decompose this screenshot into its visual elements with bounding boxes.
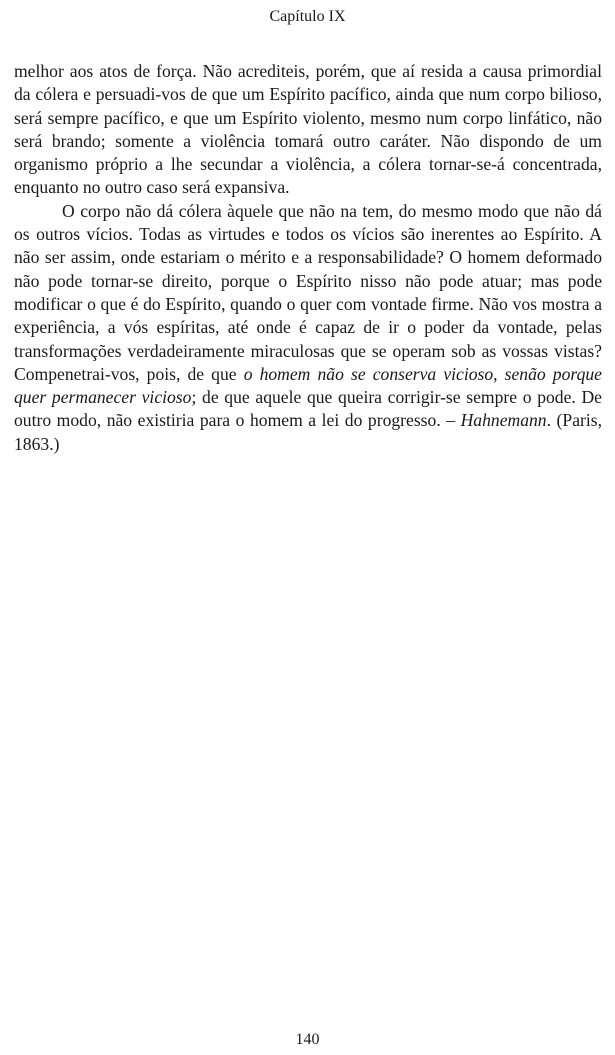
paragraph-2-text-a: O corpo não dá cólera àquele que não na tem, do mesmo modo que não dá os outros vícios. Todas as virtudes e todos os vícios são inerentes ao Espírito. A não ser assim, onde estariam o mérito e a responsabilidade? O homem deformado não pode tornar-se direito, porque o Espírito nisso não pode atuar; mas pode modificar o que é do Espírito, quando o quer com vontade firme. Não vos mostra a experiência, a vós espíritas, até onde é capaz de ir o poder da vontade, pelas transformações verdadeiramente miraculosas que se operam sob as vossas vistas? Compenetrai-vos, pois, de que	[14, 200, 602, 384]
italic-emphasis: o homem não se conserva vicioso, senão porque quer permanecer vicioso	[14, 363, 602, 408]
paragraph-1: melhor aos atos de força. Não acrediteis, porém, que aí resida a causa primordial da cólera e persuadi-vos de que um Espírito pacífico, ainda que num corpo bilioso, será sempre pacífico, e que um Espírito violento, mesmo num corpo linfático, não será brando; somente a violência tomará outro caráter. Não dispondo de um organismo próprio a lhe secundar a violência, a cólera tornar-se-á concentrada, enquanto no outro caso será expansiva.	[14, 61, 602, 198]
page-body	[14, 60, 602, 456]
author-signature: Hahnemann	[460, 410, 547, 431]
running-head: Capítulo IX	[269, 8, 346, 25]
paragraph-2-text-b: ; de que aquele que queira corrigir-se sempre o pode. De outro modo, não existiria para o homem a lei do progresso. –	[14, 387, 602, 431]
paragraph-2-text-c: . (Paris, 1863.)	[14, 410, 602, 454]
page-number: 140	[295, 1031, 320, 1048]
paragraph-2	[14, 200, 602, 456]
